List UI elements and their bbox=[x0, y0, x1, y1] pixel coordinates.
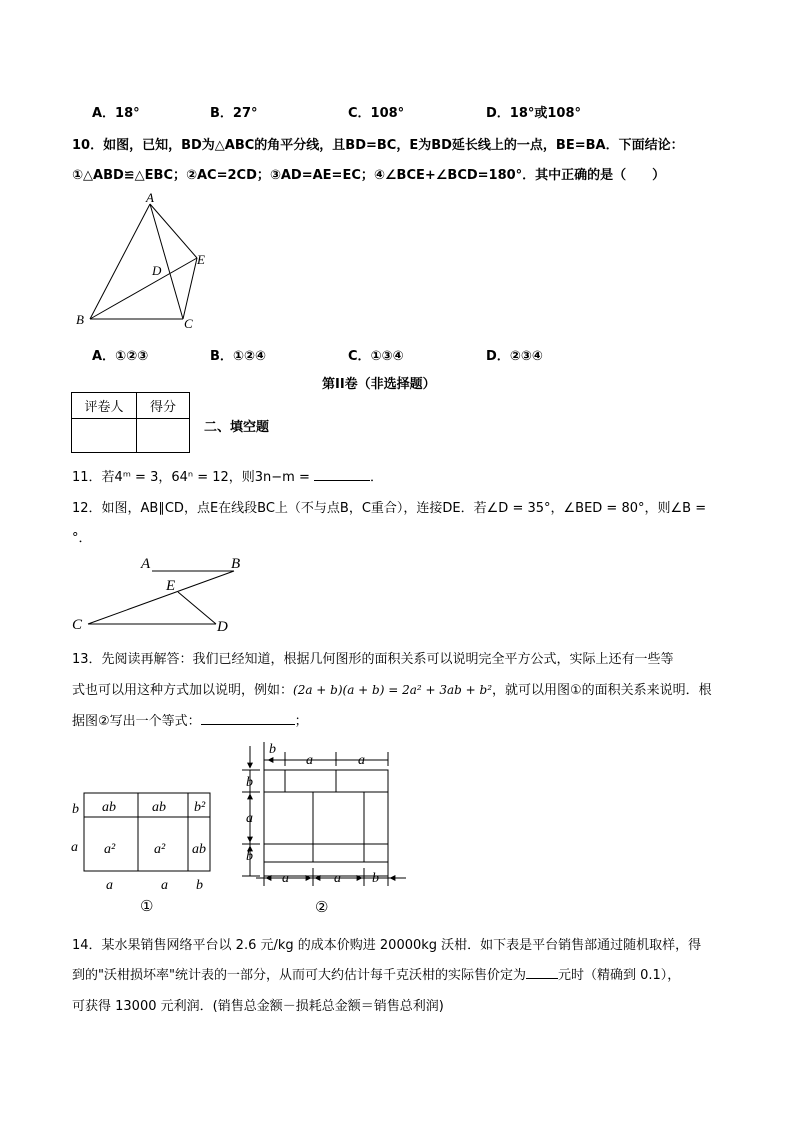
q13-text-line2-a: 式也可以用这种方式加以说明，例如： bbox=[72, 683, 294, 698]
fig2-caption: ② bbox=[315, 900, 329, 916]
score-table-col-reviewer: 评卷人 bbox=[72, 393, 137, 419]
q10-label-e: E bbox=[197, 252, 205, 267]
q10-triangle-figure bbox=[70, 192, 220, 334]
q12-label-c: C bbox=[72, 617, 83, 633]
q12-label-e: E bbox=[166, 578, 176, 594]
q13-formula: (2a + b)(a + b) = 2a² + 3ab + b² bbox=[293, 683, 493, 697]
q12-parallel-lines-figure bbox=[68, 552, 248, 636]
q12-label-d: D bbox=[217, 619, 228, 635]
score-table-score-cell bbox=[137, 419, 190, 453]
q14-text-line1: 14．某水果销售网络平台以 2.6 元/kg 的成本价购进 20000kg 沃柑．如下表是平台销售部通过随机取样，得 bbox=[72, 938, 702, 953]
q13-figure-1 bbox=[64, 785, 224, 915]
fig2-bottom-label-a1: a bbox=[282, 871, 289, 886]
q10-label-a: A bbox=[146, 192, 154, 205]
q12-text-line1: 12．如图，AB∥CD，点E在线段BC上（不与点B，C重合），连接DE．若∠D = 35°，∠BED = 80°，则∠B = bbox=[72, 501, 707, 516]
fig1-left-label-b: b bbox=[72, 802, 79, 817]
score-table-col-score: 得分 bbox=[137, 393, 190, 419]
q11-end: ． bbox=[370, 470, 384, 485]
fig2-top-label-a1: a bbox=[306, 753, 313, 768]
q13-text-line2 bbox=[72, 679, 712, 698]
fig2-left-label-b2: b bbox=[246, 849, 253, 864]
q9-option-d: D．18°或108° bbox=[486, 106, 582, 121]
q13-text-line3-end: ； bbox=[294, 714, 308, 729]
q13-text-line1: 13．先阅读再解答：我们已经知道，根据几何图形的面积关系可以说明完全平方公式，实际上还有一些等 bbox=[72, 652, 674, 667]
q14-text-line2-label: 到的"沃柑损坏率"统计表的一部分，从而可大约估计每千克沃柑的实际售价定为 bbox=[72, 968, 526, 983]
q9-option-a: A．18° bbox=[92, 106, 140, 121]
fig2-left-label-a: a bbox=[246, 811, 253, 826]
score-table-reviewer-cell bbox=[72, 419, 137, 453]
q10-label-c: C bbox=[184, 316, 193, 331]
q14-text-line3: 可获得 13000 元利润．(销售总金额－损耗总金额＝销售总利润) bbox=[72, 999, 444, 1014]
section-heading: 二、填空题 bbox=[204, 420, 270, 435]
fig1-left-label-a: a bbox=[71, 840, 78, 855]
q11-text: 11．若4ᵐ = 3，64ⁿ = 12，则3n−m = bbox=[72, 470, 314, 485]
q9-option-c: C．108° bbox=[348, 106, 405, 121]
q10-option-d: D．②③④ bbox=[486, 349, 543, 364]
section-title: 第II卷（非选择题） bbox=[322, 377, 436, 392]
q13-figure-2 bbox=[236, 736, 414, 918]
q13-text-line3 bbox=[72, 710, 308, 729]
q9-option-b: B．27° bbox=[210, 106, 258, 121]
q12-label-b: B bbox=[231, 556, 241, 572]
q14-answer-blank[interactable] bbox=[526, 965, 558, 979]
fig2-top-label-b: b bbox=[269, 742, 276, 757]
fig1-cell-bottom-2: a² bbox=[154, 842, 166, 857]
q12-text-line2: °． bbox=[72, 531, 92, 546]
fig1-bottom-label-2: a bbox=[161, 878, 168, 893]
fig2-bottom-label-b: b bbox=[372, 871, 379, 886]
fig1-cell-top-1: ab bbox=[102, 800, 116, 815]
fig1-cell-bottom-1: a² bbox=[104, 842, 116, 857]
q13-text-line3-label: 据图②写出一个等式： bbox=[72, 714, 201, 729]
q11-answer-blank[interactable] bbox=[314, 467, 370, 481]
fig1-cell-bottom-3: ab bbox=[192, 842, 206, 857]
fig1-cell-top-2: ab bbox=[152, 800, 166, 815]
score-table bbox=[71, 392, 190, 453]
fig2-top-label-a2: a bbox=[358, 753, 365, 768]
q13-answer-blank[interactable] bbox=[201, 711, 295, 725]
q10-label-d: D bbox=[152, 263, 162, 278]
q12-label-a: A bbox=[141, 556, 151, 572]
q14-text-line2 bbox=[72, 964, 680, 983]
q10-text-line2: ①△ABD≌△EBC；②AC=2CD；③AD=AE=EC；④∠BCE+∠BCD=180°．其中正确的是（ ） bbox=[72, 168, 666, 183]
fig2-bottom-label-a2: a bbox=[334, 871, 341, 886]
q11-question bbox=[72, 466, 383, 485]
q10-option-a: A．①②③ bbox=[92, 349, 149, 364]
fig2-left-label-b1: b bbox=[246, 775, 253, 790]
q10-text-line1: 10．如图，已知，BD为△ABC的角平分线，且BD=BC，E为BD延长线上的一点，BE=BA．下面结论： bbox=[72, 138, 684, 153]
q14-text-line2-end: 元时（精确到 0.1）， bbox=[557, 968, 681, 983]
q10-option-c: C．①③④ bbox=[348, 349, 404, 364]
fig1-cell-top-3: b² bbox=[194, 800, 206, 815]
q10-label-b: B bbox=[76, 312, 84, 327]
fig1-bottom-label-1: a bbox=[106, 878, 113, 893]
fig1-bottom-label-3: b bbox=[196, 878, 203, 893]
fig1-caption: ① bbox=[140, 899, 154, 915]
q10-option-b: B．①②④ bbox=[210, 349, 266, 364]
q13-text-line2-b: ，就可以用图①的面积关系来说明．根 bbox=[492, 683, 712, 698]
